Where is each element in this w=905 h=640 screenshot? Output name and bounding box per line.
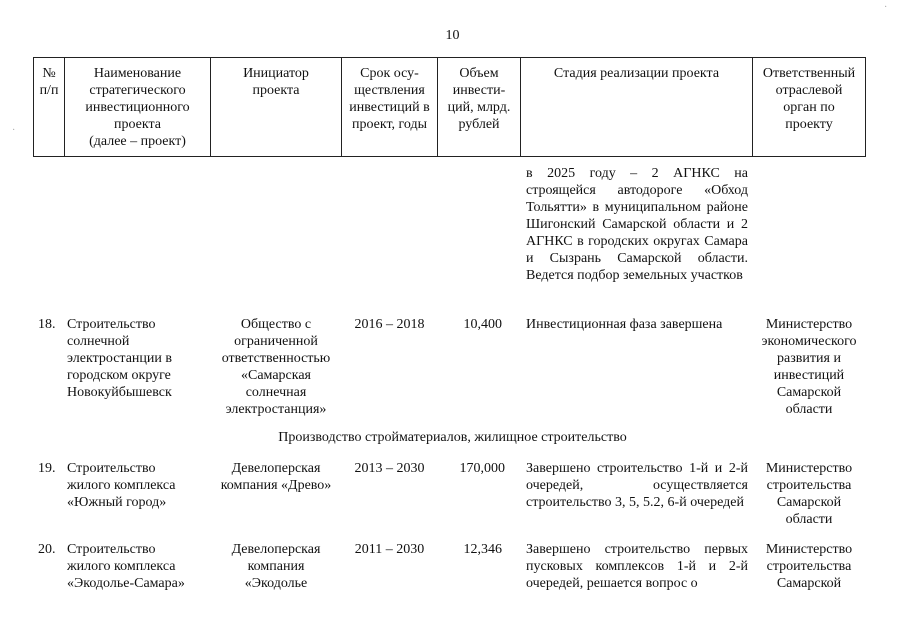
row-term: 2011 – 2030 — [354, 542, 425, 557]
header-project-name: Наименование стратегического инвестиционного проекта (далее – проект) — [85, 66, 190, 149]
header-stage: Стадия реализации проекта — [553, 66, 720, 81]
row-project-name: Строительство жилого комплекса «Экодолье-Самара» — [67, 542, 185, 591]
row-stage: Инвестиционная фаза завершена — [526, 317, 723, 332]
scan-dot: · — [12, 125, 16, 136]
row-organ: Министерство строительства Самарской — [765, 542, 853, 591]
page-number: 10 — [445, 28, 460, 43]
scan-dot: · — [884, 2, 888, 13]
row-num: 20. — [38, 542, 56, 557]
row-initiator: Общество с ограниченной ответственностью «Самарская солнечная электростанция» — [221, 317, 331, 417]
row-stage: Завершено строительство 1-й и 2-й очередей, осуществляется строительство 3, 5, 5.2, 6-й очередей — [526, 461, 748, 510]
header-term: Срок осу- ществления инвестиций в проект, годы — [349, 66, 430, 132]
row-term: 2013 – 2030 — [354, 461, 425, 476]
continuation-stage-text: в 2025 году – 2 АГНКС на строящейся автодороге «Обход Тольятти» в муниципальном районе Шигонский Самарской области и 2 АГНКС в городских округах Самара и Сызрань Самарской области. Ведется подбор земельных участков — [526, 166, 748, 283]
header-initiator: Инициатор проекта — [243, 66, 309, 98]
row-volume: 12,346 — [463, 542, 502, 557]
header-organ: Ответственный отраслевой орган по проекту — [762, 66, 856, 132]
row-num: 18. — [38, 317, 56, 332]
row-project-name: Строительство солнечной электростанции в городском округе Новокуйбышевск — [67, 317, 173, 400]
column-divider — [865, 57, 866, 157]
header-num: № п/п — [39, 66, 59, 98]
row-organ: Министерство экономического развития и инвестиций Самарской области — [761, 317, 857, 417]
row-volume: 170,000 — [459, 461, 505, 476]
header-bottom-border — [33, 156, 865, 157]
row-initiator: Девелоперская компания «Экодолье — [231, 542, 321, 591]
row-term: 2016 – 2018 — [354, 317, 425, 332]
row-num: 19. — [38, 461, 56, 476]
header-top-border — [33, 57, 865, 58]
row-initiator: Девелоперская компания «Древо» — [220, 461, 332, 493]
section-title: Производство стройматериалов, жилищное строительство — [278, 430, 627, 445]
row-project-name: Строительство жилого комплекса «Южный город» — [67, 461, 176, 510]
header-volume: Объем инвести- ций, млрд. рублей — [447, 66, 511, 132]
row-volume: 10,400 — [463, 317, 502, 332]
row-stage: Завершено строительство первых пусковых комплексов 1-й и 2-й очередей, решается вопрос о — [526, 542, 748, 591]
row-organ: Министерство строительства Самарской области — [765, 461, 853, 527]
